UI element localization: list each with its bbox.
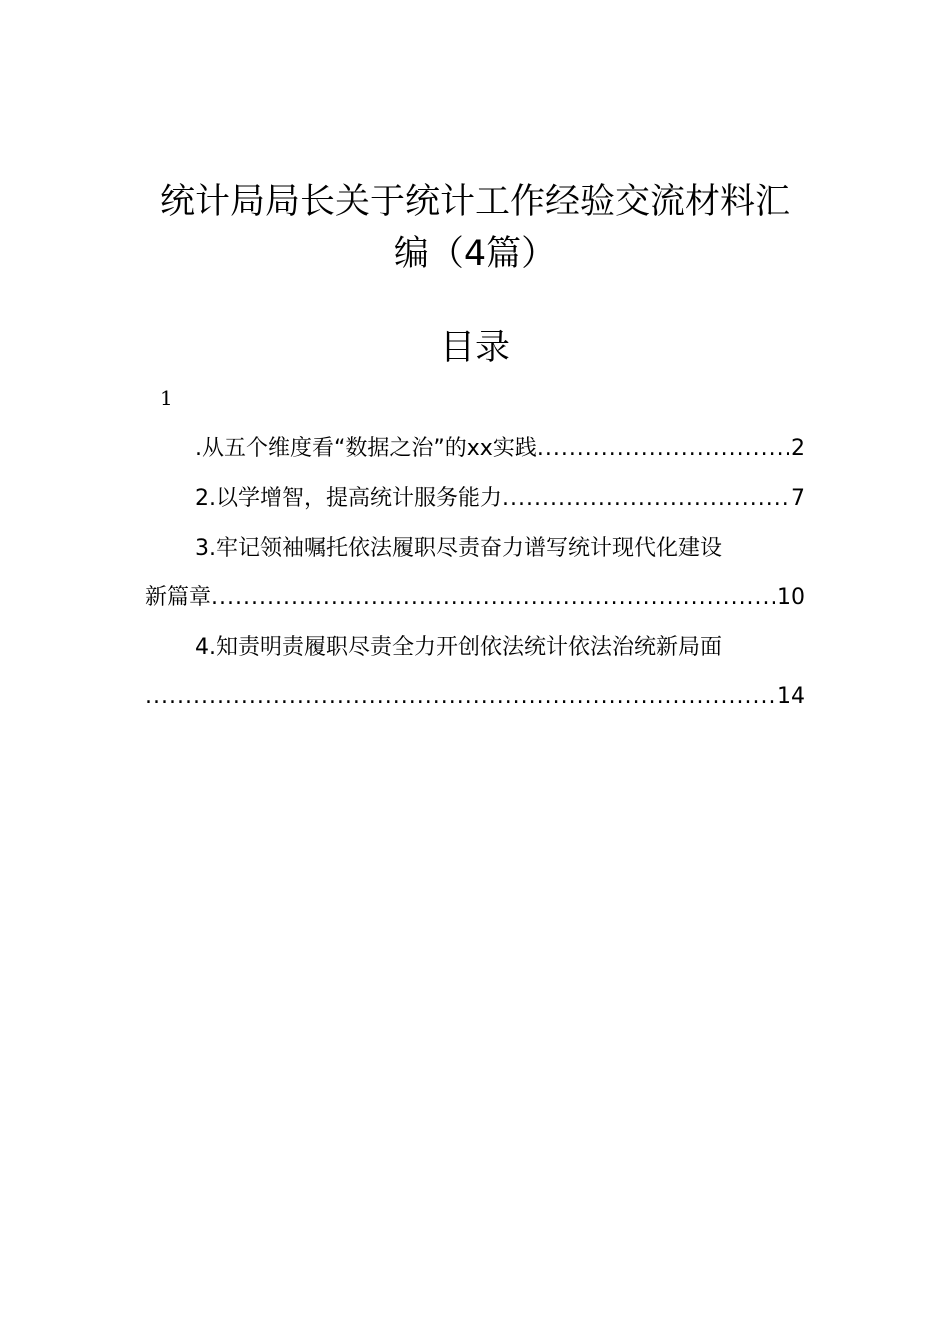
toc-entry-text: 4.知责明责履职尽责全力开创依法统计依法治统新局面 <box>195 635 722 660</box>
toc-row <box>195 479 805 519</box>
toc-heading: 目录 <box>439 328 510 368</box>
toc-dot-leader <box>502 479 789 519</box>
toc-entry-4-line-1[interactable] <box>145 628 805 668</box>
toc-dot-leader <box>537 429 789 469</box>
toc-page-number: 7 <box>791 486 805 511</box>
toc-row <box>195 429 805 469</box>
toc-entry-4-line-2[interactable] <box>145 677 805 717</box>
toc-entry-text: .从五个维度看“数据之治”的xx实践 <box>195 436 537 461</box>
toc-entry-text: 2.以学增智，提高统计服务能力 <box>195 486 502 511</box>
list-marker: 1 <box>160 386 173 410</box>
toc-entry-3-line-1[interactable] <box>145 529 805 569</box>
document-title-line-1: 统计局局长关于统计工作经验交流材料汇 <box>159 182 790 222</box>
toc-row <box>145 677 805 717</box>
toc-entry-1[interactable] <box>145 429 805 469</box>
toc-entry-3-line-2[interactable] <box>145 578 805 618</box>
toc-page-number: 14 <box>777 684 805 709</box>
toc-entry-text: 新篇章 <box>145 585 212 610</box>
toc-entry-2[interactable] <box>145 479 805 519</box>
document-title-line-2: 编（4篇） <box>393 234 557 274</box>
toc-entry-text: 3.牢记领袖嘱托依法履职尽责奋力谱写统计现代化建设 <box>195 536 722 561</box>
toc-page-number: 10 <box>777 585 805 610</box>
toc-dot-leader <box>145 677 775 717</box>
document-title <box>130 176 820 280</box>
toc-dot-leader <box>211 578 775 618</box>
toc-row <box>145 578 805 618</box>
toc-page-number: 2 <box>791 436 805 461</box>
